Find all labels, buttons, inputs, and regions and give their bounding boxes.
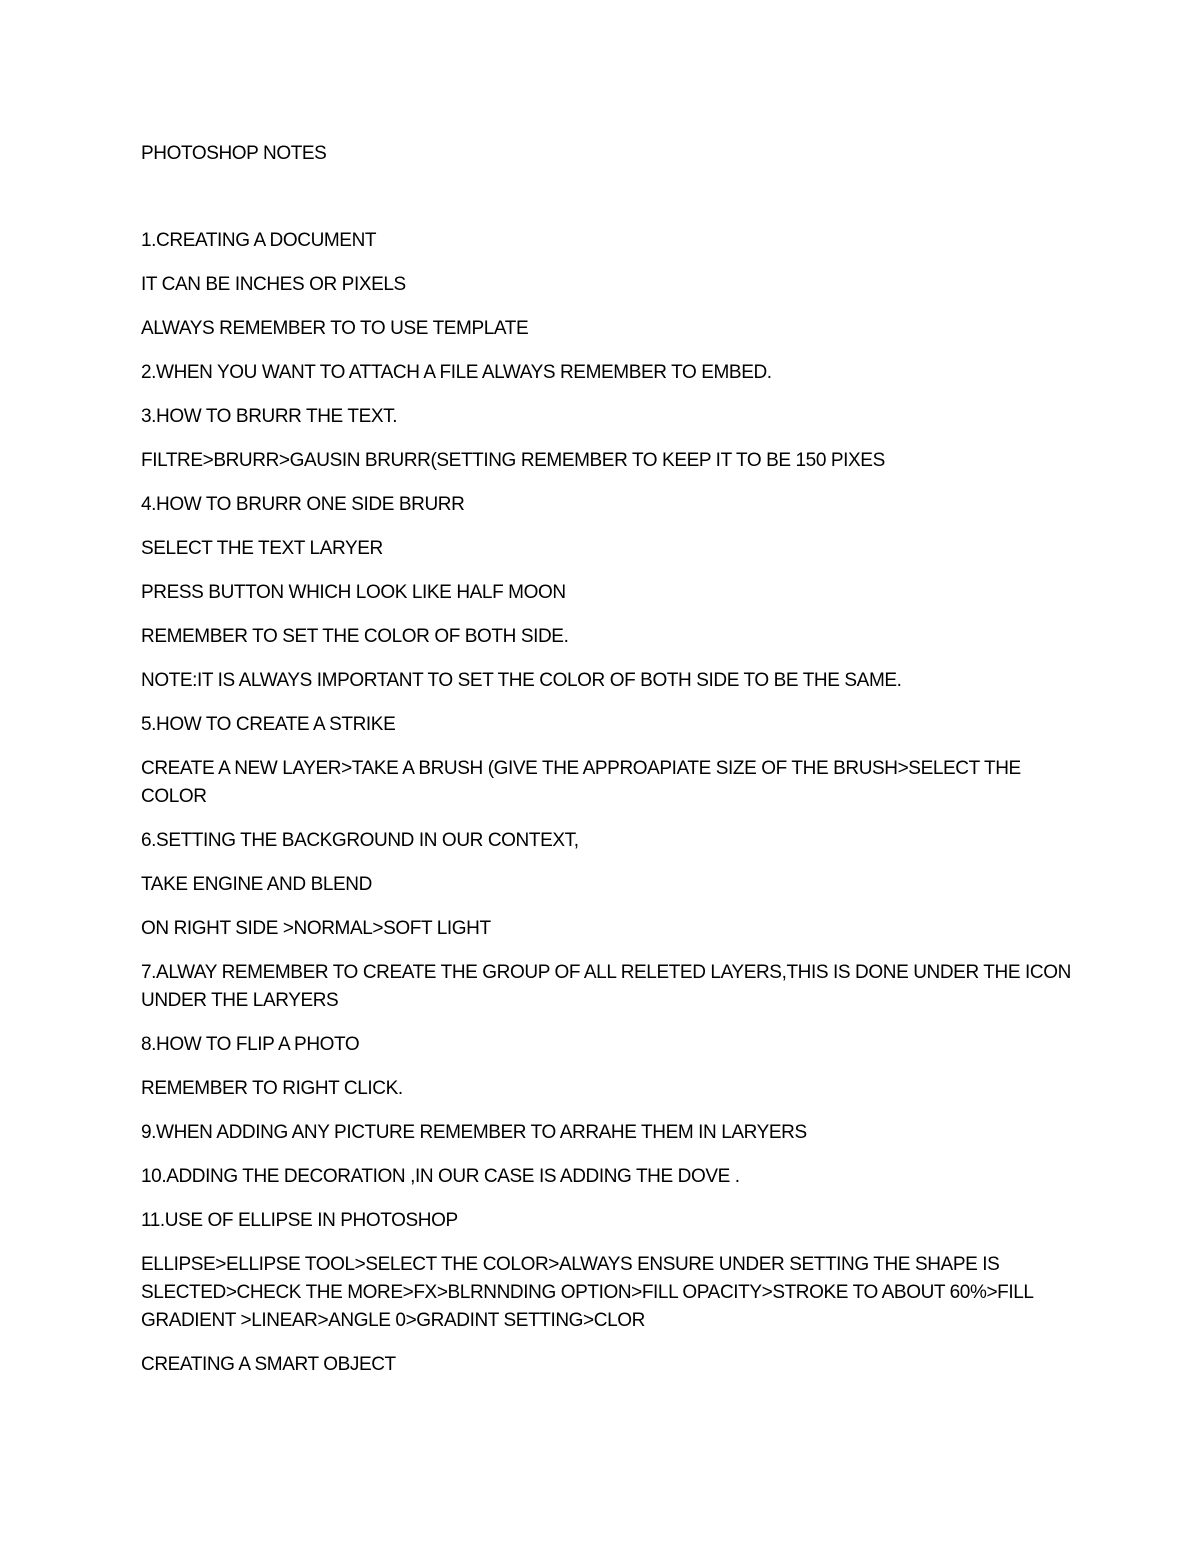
note-line: ELLIPSE>ELLIPSE TOOL>SELECT THE COLOR>ALWAYS ENSURE UNDER SETTING THE SHAPE IS SLECTED>CHECK THE MORE>FX>BLRNNDING OPTION>FILL OPACITY>STROKE TO ABOUT 60%>FILL GRADIENT >LINEAR>ANGLE 0>GRADINT SETTING>CLOR [141, 1254, 1033, 1331]
note-line: 10.ADDING THE DECORATION ,IN OUR CASE IS ADDING THE DOVE . [141, 1166, 740, 1187]
note-line: PRESS BUTTON WHICH LOOK LIKE HALF MOON [141, 582, 566, 603]
note-line: 5.HOW TO CREATE A STRIKE [141, 714, 396, 735]
note-line: FILTRE>BRURR>GAUSIN BRURR(SETTING REMEMBER TO KEEP IT TO BE 150 PIXES [141, 450, 885, 471]
note-line: 9.WHEN ADDING ANY PICTURE REMEMBER TO ARRAHE THEM IN LARYERS [141, 1122, 807, 1143]
document-body [141, 140, 1071, 1395]
note-line: REMEMBER TO SET THE COLOR OF BOTH SIDE. [141, 626, 569, 647]
note-line: 3.HOW TO BRURR THE TEXT. [141, 406, 398, 427]
note-line: ALWAYS REMEMBER TO TO USE TEMPLATE [141, 318, 529, 339]
note-line: 6.SETTING THE BACKGROUND IN OUR CONTEXT, [141, 830, 579, 851]
note-line: IT CAN BE INCHES OR PIXELS [141, 274, 406, 295]
note-line: TAKE ENGINE AND BLEND [141, 874, 372, 895]
note-line: CREATING A SMART OBJECT [141, 1354, 396, 1375]
note-line: 2.WHEN YOU WANT TO ATTACH A FILE ALWAYS REMEMBER TO EMBED. [141, 362, 772, 383]
note-line: ON RIGHT SIDE >NORMAL>SOFT LIGHT [141, 918, 491, 939]
document-title: PHOTOSHOP NOTES [141, 143, 327, 164]
note-line: CREATE A NEW LAYER>TAKE A BRUSH (GIVE THE APPROAPIATE SIZE OF THE BRUSH>SELECT THE COLOR [141, 758, 1021, 807]
note-line: 7.ALWAY REMEMBER TO CREATE THE GROUP OF ALL RELETED LAYERS,THIS IS DONE UNDER THE ICON UNDER THE LARYERS [141, 962, 1071, 1011]
note-line: NOTE:IT IS ALWAYS IMPORTANT TO SET THE COLOR OF BOTH SIDE TO BE THE SAME. [141, 670, 902, 691]
note-line: 4.HOW TO BRURR ONE SIDE BRURR [141, 494, 465, 515]
note-line: REMEMBER TO RIGHT CLICK. [141, 1078, 403, 1099]
note-line: SELECT THE TEXT LARYER [141, 538, 383, 559]
note-line: 1.CREATING A DOCUMENT [141, 230, 377, 251]
note-line: 8.HOW TO FLIP A PHOTO [141, 1034, 360, 1055]
note-line: 11.USE OF ELLIPSE IN PHOTOSHOP [141, 1210, 458, 1231]
